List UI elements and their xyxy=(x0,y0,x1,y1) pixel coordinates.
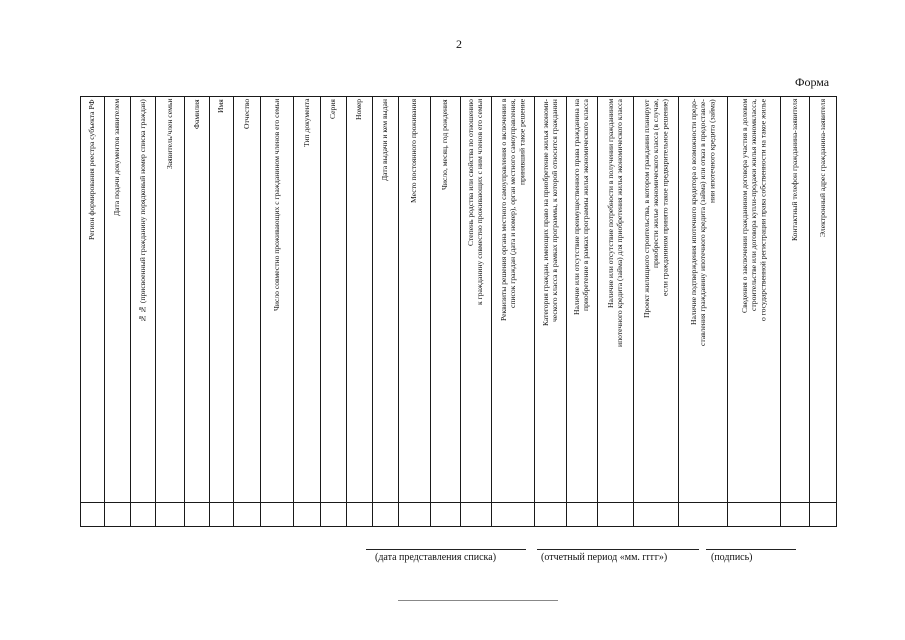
column-header-line: к гражданину совместно проживающих с ним членов его семьи xyxy=(475,99,485,306)
column-header xyxy=(293,96,320,502)
column-header-text xyxy=(689,99,717,499)
form-title: Форма xyxy=(795,75,830,89)
column-header-text xyxy=(138,99,147,499)
column-header xyxy=(372,96,398,502)
column-header xyxy=(104,96,130,502)
column-header-line: Номер xyxy=(354,99,364,121)
column-header-line: ставления гражданину ипотечного кредита (займа) или отказ в предоставле- xyxy=(697,99,707,346)
column-header-text xyxy=(466,99,484,499)
column-header-line: приобретение в рамках программы жилья экономического класса xyxy=(581,99,591,311)
column-header-text xyxy=(87,99,96,499)
signature-line-sign xyxy=(706,549,796,550)
column-header xyxy=(491,96,534,502)
column-header-text xyxy=(328,99,337,499)
column-header-line: Число совместно проживающих с гражданином членов его семьи xyxy=(271,99,281,312)
page-number: 2 xyxy=(456,37,462,51)
column-header-text xyxy=(541,99,559,499)
column-header xyxy=(597,96,633,502)
column-header-line: список граждан (дата и номер), орган местного самоуправления, xyxy=(507,99,517,309)
column-header-text xyxy=(642,99,670,499)
column-header-text xyxy=(165,99,174,499)
column-header xyxy=(809,96,837,502)
column-header-text xyxy=(192,99,201,499)
column-header-line: Регион формирования реестра субъекта РФ xyxy=(87,99,97,240)
column-header-line: Фамилия xyxy=(191,99,201,129)
column-header-line: ипотечного кредита (займа) для приобретения жилья экономического класса xyxy=(615,99,624,347)
column-header xyxy=(209,96,233,502)
column-header-line: Степень родства или свойства по отношению xyxy=(466,99,476,246)
column-header-line: Место постоянного проживания xyxy=(409,99,419,204)
caption-reporting-period: (отчетный период «мм. гггг») xyxy=(541,552,668,563)
table-row-separator xyxy=(80,502,837,503)
caption-signature: (подпись) xyxy=(711,552,753,563)
column-header-text xyxy=(740,99,768,499)
column-header xyxy=(260,96,293,502)
caption-date-submission: (дата представления списка) xyxy=(375,552,497,563)
column-header-text xyxy=(606,99,624,499)
column-header-text xyxy=(409,99,418,499)
column-header xyxy=(398,96,430,502)
column-header-line: Наличие или отсутствие преимущественного права гражданина на xyxy=(572,99,582,316)
column-header xyxy=(320,96,346,502)
column-header xyxy=(566,96,597,502)
column-header-text xyxy=(216,99,225,499)
column-header-text xyxy=(572,99,590,499)
column-header-line: если гражданином принято такое предварительное решение) xyxy=(660,99,670,296)
column-header-text xyxy=(354,99,363,499)
column-header-text xyxy=(818,99,827,499)
column-header xyxy=(130,96,155,502)
column-header-line: Сведения о заключении гражданином договора участия в долевом xyxy=(739,99,749,314)
column-header xyxy=(534,96,566,502)
column-header xyxy=(233,96,260,502)
column-header-line: Отчество xyxy=(241,99,251,130)
column-header-line: нии ипотечного кредита (займа) xyxy=(707,99,717,203)
column-header-line: Проект жилищного строительства, в котором гражданин планирует xyxy=(641,99,651,318)
signature-line-period xyxy=(537,549,699,550)
column-header-line: Электронный адрес гражданина-заявителя xyxy=(818,99,828,238)
column-header-line: Тип документа xyxy=(301,99,311,148)
column-header xyxy=(460,96,491,502)
column-header xyxy=(80,96,104,502)
column-header-line: Дата выдачи и кем выдан xyxy=(380,99,390,181)
column-header-line: приобрести жилье экономического класса (в случае, xyxy=(650,99,660,269)
column-header-line: Категория граждан, имеющих право на приобретение жилья экономи- xyxy=(540,99,550,327)
column-header-text xyxy=(499,99,527,499)
column-header xyxy=(346,96,372,502)
column-header xyxy=(678,96,727,502)
column-header-line: Число, месяц, год рождения xyxy=(440,99,450,190)
column-header-text xyxy=(380,99,389,499)
signature-line-date xyxy=(366,549,526,550)
column-header-text xyxy=(112,99,121,499)
column-header-line: строительстве или договора купли-продажи жилья экономкласса, xyxy=(748,99,758,311)
column-header-text xyxy=(790,99,799,499)
column-header-text xyxy=(242,99,251,499)
column-header xyxy=(633,96,678,502)
column-header-line: Наличие или отсутствие потребности в получении гражданином xyxy=(605,99,615,309)
column-header xyxy=(780,96,809,502)
column-header xyxy=(430,96,460,502)
footer-rule xyxy=(398,600,558,601)
column-header xyxy=(727,96,780,502)
column-header-line: Имя xyxy=(216,99,226,113)
column-header-line: Контактный телефон гражданина-заявителя xyxy=(789,99,799,242)
column-header xyxy=(184,96,209,502)
column-header-line: Заявитель/член семьи xyxy=(164,99,174,170)
column-header-line: ческого класса в рамках программы, к которой относится гражданин xyxy=(550,99,559,322)
column-header-line: №№ (присвоенный гражданину порядковый номер списка граждан) xyxy=(137,99,147,323)
column-header-line: о государственной регистрации права собственности на такое жилье xyxy=(758,99,768,321)
column-header-line: Дата подачи документов заявителем xyxy=(112,99,122,217)
column-header-text xyxy=(302,99,311,499)
column-header-line: принявший такое решение xyxy=(517,99,527,186)
column-header xyxy=(155,96,184,502)
column-header-line: Наличие подтверждения ипотечного кредитора о возможности предо- xyxy=(688,99,698,326)
column-header-text xyxy=(440,99,449,499)
column-header-line: Реквизиты решения органа местного самоуправления о включении в xyxy=(498,99,508,322)
column-header-line: Серия xyxy=(328,99,338,119)
column-header-text xyxy=(272,99,281,499)
